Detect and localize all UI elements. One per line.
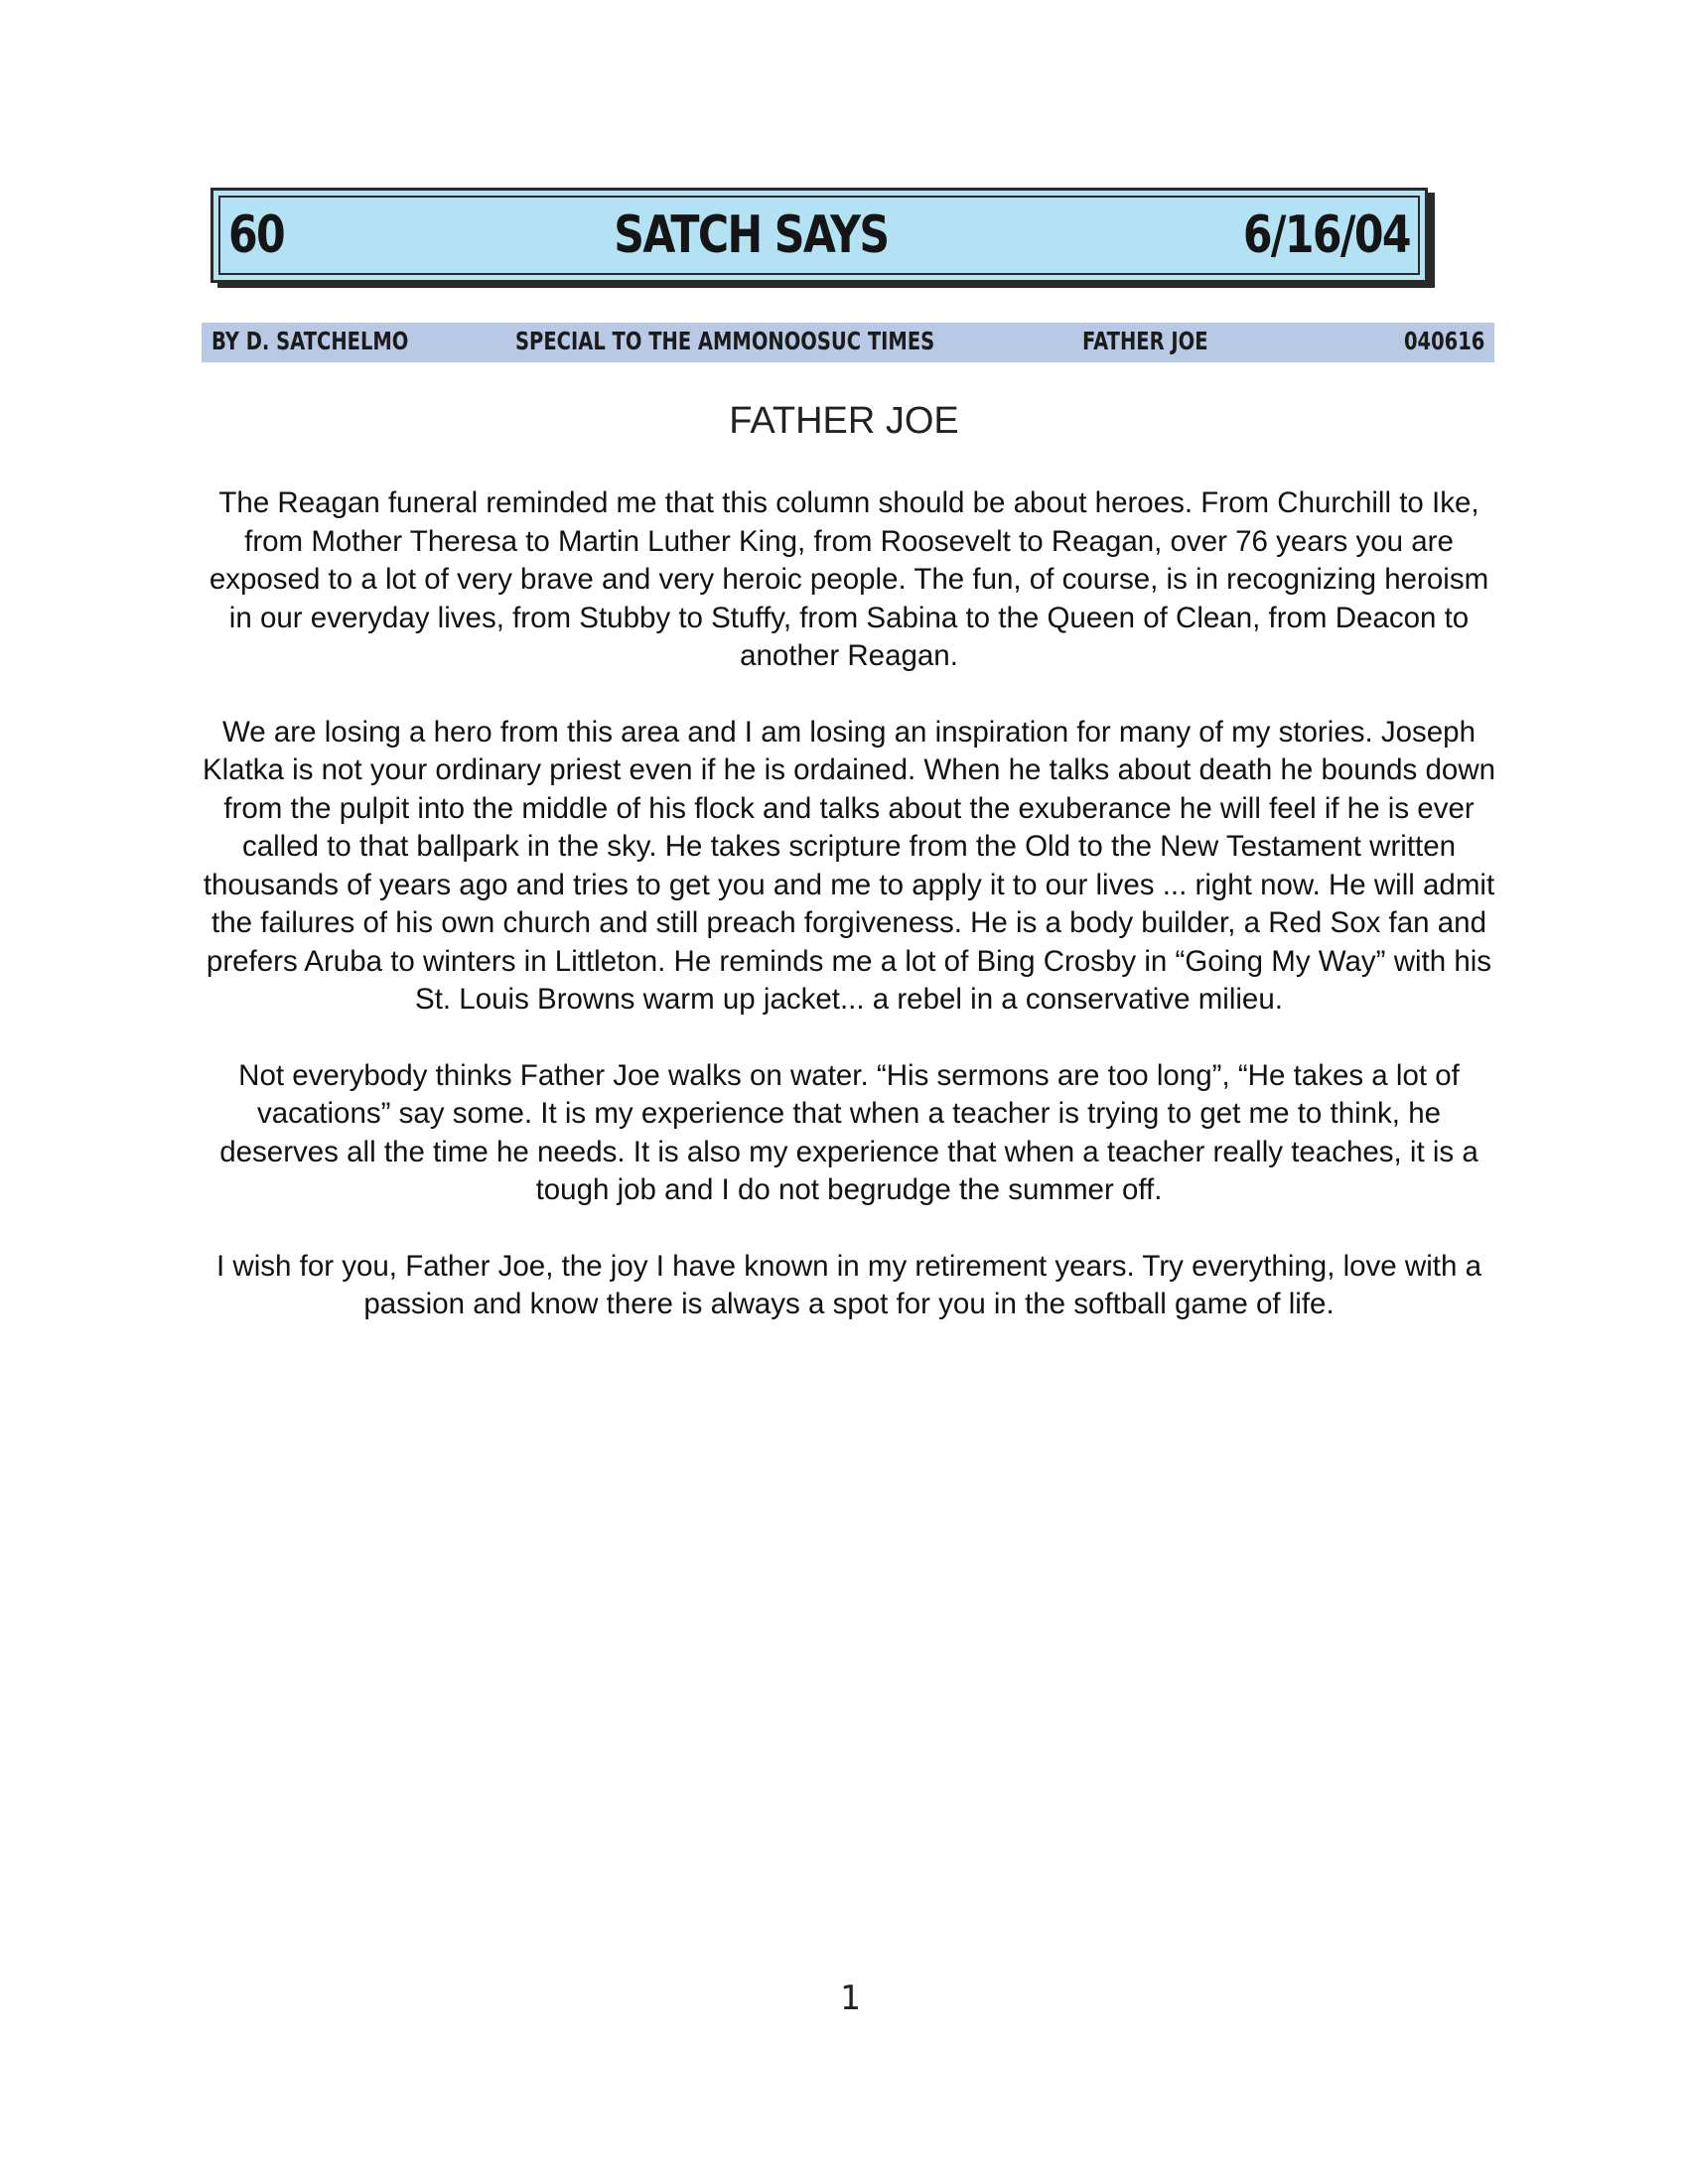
column-title: SATCH SAYS	[614, 205, 889, 265]
article-headline: FATHER JOE	[729, 400, 959, 442]
column-title-banner-inner	[218, 196, 1420, 275]
byline-author: BY D. SATCHELMO	[211, 327, 409, 355]
article-paragraph: The Reagan funeral reminded me that this column should be about heroes. From Churchill to Ike, from Mother Theresa to Martin Luther King, from Roosevelt to Reagan, over 76 years you are exposed to a lot of very brave and very heroic people. The fun, of course, is in recognizing heroism in our everyday lives, from Stubby to Stuffy, from Sabina to the Queen of Clean, from Deacon to another Reagan.	[209, 486, 1489, 672]
article-body	[199, 484, 1499, 1362]
article-paragraph: We are losing a hero from this area and I am losing an inspiration for many of my stories. Joseph Klatka is not your ordinary priest even if he is ordained. When he talks about death he bounds down from the pulpit into the middle of his flock and talks about the exuberance he will feel if he is ever called to that ballpark in the sky. He takes scripture from the Old to the New Testament written thousands of years ago and tries to get you and me to apply it to our lives ... right now. He will admit the failures of his own church and still preach forgiveness. He is a body builder, a Red Sox fan and prefers Aruba to winters in Littleton. He reminds me a lot of Bing Crosby in “Going My Way” with his St. Louis Browns warm up jacket... a rebel in a conservative milieu.	[202, 715, 1496, 1016]
column-date: 6/16/04	[1242, 205, 1410, 265]
column-number: 60	[228, 205, 285, 265]
byline-bar	[202, 323, 1494, 362]
byline-publication: SPECIAL TO THE AMMONOOSUC TIMES	[515, 327, 935, 355]
article-paragraph: Not everybody thinks Father Joe walks on water. “His sermons are too long”, “He takes a lot of vacations” say some. It is my experience that when a teacher is trying to get me to think, he deserves all the time he needs. It is also my experience that when a teacher really teaches, it is a tough job and I do not begrudge the summer off.	[219, 1058, 1478, 1206]
byline-topic: FATHER JOE	[1082, 327, 1208, 355]
page-number: 1	[839, 1979, 861, 2018]
byline-code: 040616	[1403, 327, 1484, 355]
column-title-banner	[211, 188, 1428, 283]
article-paragraph: I wish for you, Father Joe, the joy I have known in my retirement years. Try everything, love with a passion and know there is always a spot for you in the softball game of life.	[216, 1249, 1481, 1320]
